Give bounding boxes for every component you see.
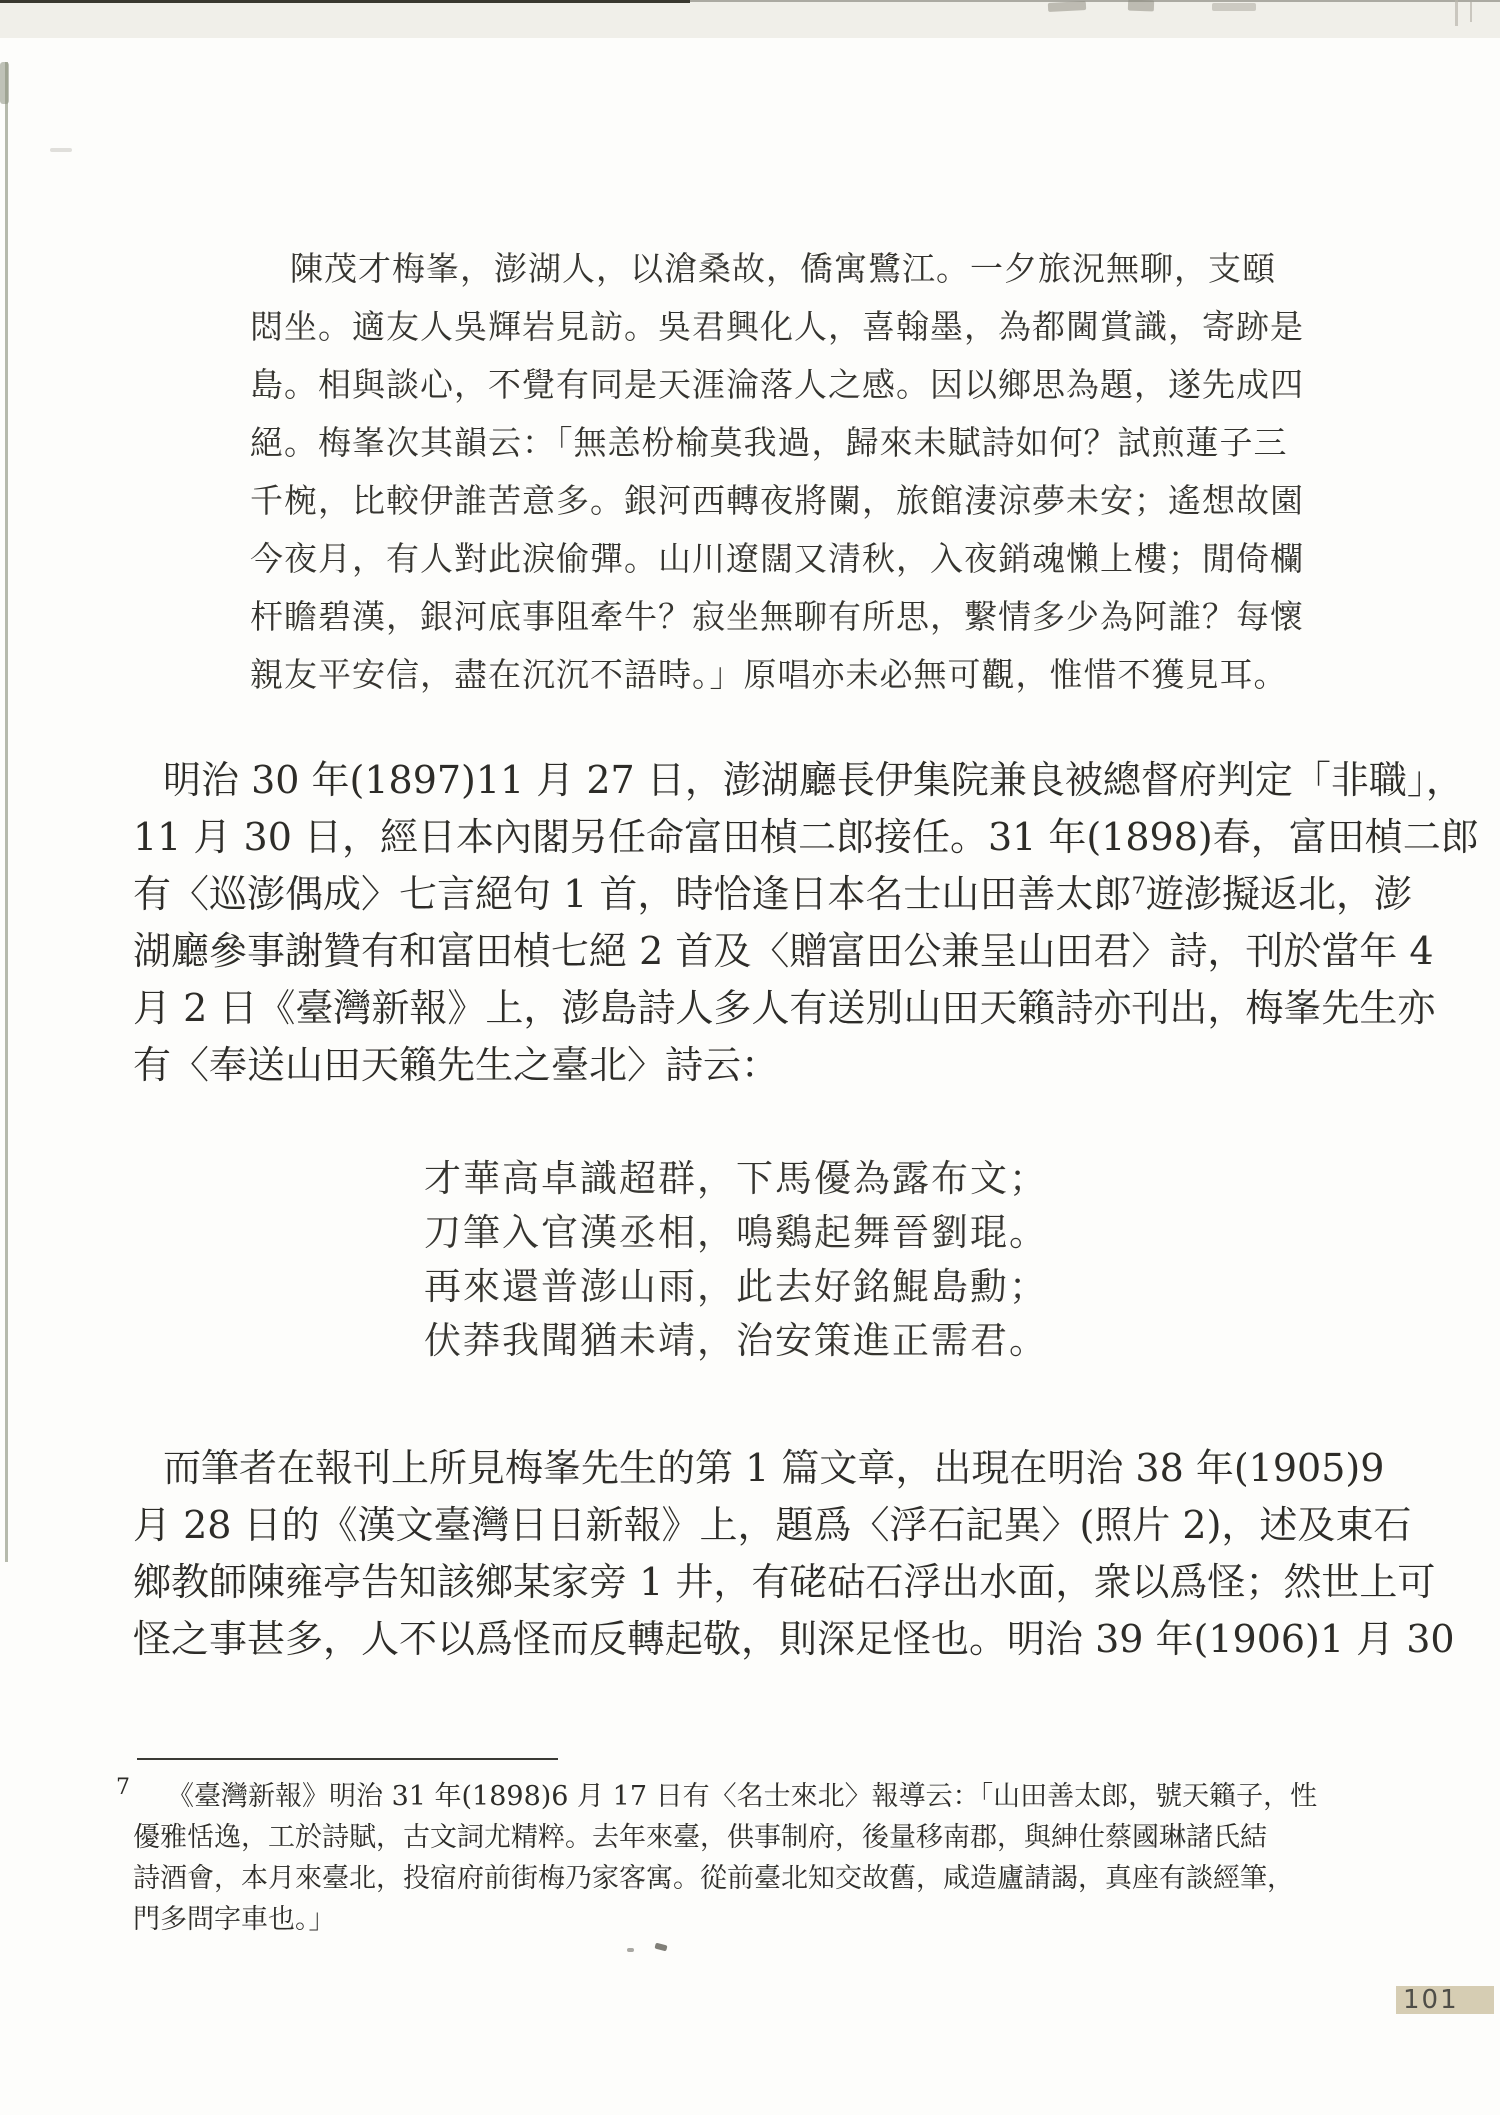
poem-block <box>424 1152 1048 1368</box>
block-quote <box>250 240 1304 704</box>
paragraph-text: 遊澎擬返北，澎 <box>1145 872 1412 916</box>
footnote-reference-7: 7 <box>1131 873 1146 900</box>
paragraph-line: 而筆者在報刊上所見梅峯先生的第 1 篇文章，出現在明治 38 年(1905)9 <box>163 1446 1385 1490</box>
quote-line: 親友平安信，盡在沉沉不語時。」原唱亦未必無可觀，惟惜不獲見耳。 <box>250 655 1288 694</box>
poem-line: 刀筆入官漢丞相，鳴鷄起舞晉劉琨。 <box>424 1211 1048 1254</box>
paragraph-line: 鄉教師陳雍亭告知該鄉某家旁 1 井，有硓𥑮石浮出水面，衆以爲怪；然世上可 <box>133 1560 1436 1604</box>
paragraph-2 <box>133 1440 1455 1668</box>
scan-smudge <box>1212 3 1256 11</box>
scan-speck <box>627 1948 634 1952</box>
poem-line: 才華高卓識超群，下馬優為露布文； <box>424 1157 1048 1200</box>
quote-line: 杆瞻碧漢，銀河底事阻牽牛？寂坐無聊有所思，繫情多少為阿誰？每懷 <box>250 597 1304 636</box>
scan-speck <box>654 1943 667 1952</box>
quote-line: 絕。梅峯次其韻云：「無恙枌榆莫我過，歸來未賦詩如何？試煎蓮子三 <box>250 423 1288 462</box>
footnote-line: 優雅恬逸，工於詩賦，古文詞尤精粹。去年來臺，供事制府，後量移南郡，與紳仕蔡國琳諸氏結 <box>133 1822 1267 1853</box>
footnote-separator <box>137 1758 558 1760</box>
quote-line: 悶坐。適友人吳輝岩見訪。吳君興化人，喜翰墨，為都閫賞識，寄跡是 <box>250 307 1304 346</box>
scan-smudge <box>1128 0 1154 11</box>
scan-top-edge-line <box>0 0 690 3</box>
scan-right-streak <box>1455 0 1458 26</box>
paragraph-line: 月 28 日的《漢文臺灣日日新報》上，題爲〈浮石記異〉(照片 2)，述及東石 <box>133 1503 1412 1547</box>
scan-top-edge-line-faint <box>690 0 1500 2</box>
footnote-block <box>116 1775 1383 1940</box>
paragraph-line: 有〈奉送山田天籟先生之臺北〉詩云： <box>133 1043 780 1087</box>
poem-line: 伏莽我聞猶未靖，治安策進正需君。 <box>424 1319 1048 1362</box>
scan-left-edge-blob <box>0 62 9 104</box>
scan-left-edge-line <box>5 62 8 1562</box>
scan-smudge <box>50 148 72 152</box>
poem-line: 再來還普澎山雨，此去好銘鯤島勳； <box>424 1265 1048 1308</box>
scan-top-band <box>0 0 1500 38</box>
page-number-band <box>1396 1986 1494 2014</box>
footnote-line <box>116 1775 1383 1817</box>
quote-line: 千椀，比較伊誰苦意多。銀河西轉夜將闌，旅館淒涼夢未安；遙想故園 <box>250 481 1304 520</box>
paragraph-text: 有〈巡澎偶成〉七言絕句 1 首，時恰逢日本名士山田善太郎 <box>133 872 1132 916</box>
quote-line: 陳茂才梅峯，澎湖人，以滄桑故，僑寓鷺江。一夕旅況無聊，支頤 <box>290 249 1276 288</box>
paragraph-line: 明治 30 年(1897)11 月 27 日，澎湖廳長伊集院兼良被總督府判定「非職」， <box>163 758 1464 802</box>
paragraph-1 <box>133 752 1479 1094</box>
footnote-line: 詩酒會，本月來臺北，投宿府前街梅乃家客寓。從前臺北知交故舊，咸造廬請謁，真座有談經筆， <box>133 1863 1294 1894</box>
page-number: 101 <box>1403 1985 1459 2015</box>
quote-line: 島。相與談心，不覺有同是天涯淪落人之感。因以鄉思為題，遂先成四 <box>250 365 1304 404</box>
footnote-text: 《臺灣新報》明治 31 年(1898)6 月 17 日有〈名士來北〉報導云：「山田善太郎，號天籟子，性 <box>167 1781 1318 1812</box>
quote-line: 今夜月，有人對此淚偷彈。山川遼闊又清秋，入夜銷魂懶上樓；閒倚欄 <box>250 539 1304 578</box>
footnote-line: 門多問字車也。」 <box>133 1904 336 1935</box>
paragraph-line <box>133 866 1412 923</box>
scan-right-streak <box>1470 2 1472 22</box>
footnote-marker: 7 <box>116 1775 130 1800</box>
paragraph-line: 怪之事甚多，人不以爲怪而反轉起敬，則深足怪也。明治 39 年(1906)1 月 30 <box>133 1617 1455 1661</box>
paragraph-line: 11 月 30 日，經日本內閣另任命富田楨二郎接任。31 年(1898)春，富田楨二郎 <box>133 815 1479 859</box>
paragraph-line: 月 2 日《臺灣新報》上，澎島詩人多人有送別山田天籟詩亦刊出，梅峯先生亦 <box>133 986 1436 1030</box>
paragraph-line: 湖廳參事謝贊有和富田楨七絕 2 首及〈贈富田公兼呈山田君〉詩，刊於當年 4 <box>133 929 1434 973</box>
